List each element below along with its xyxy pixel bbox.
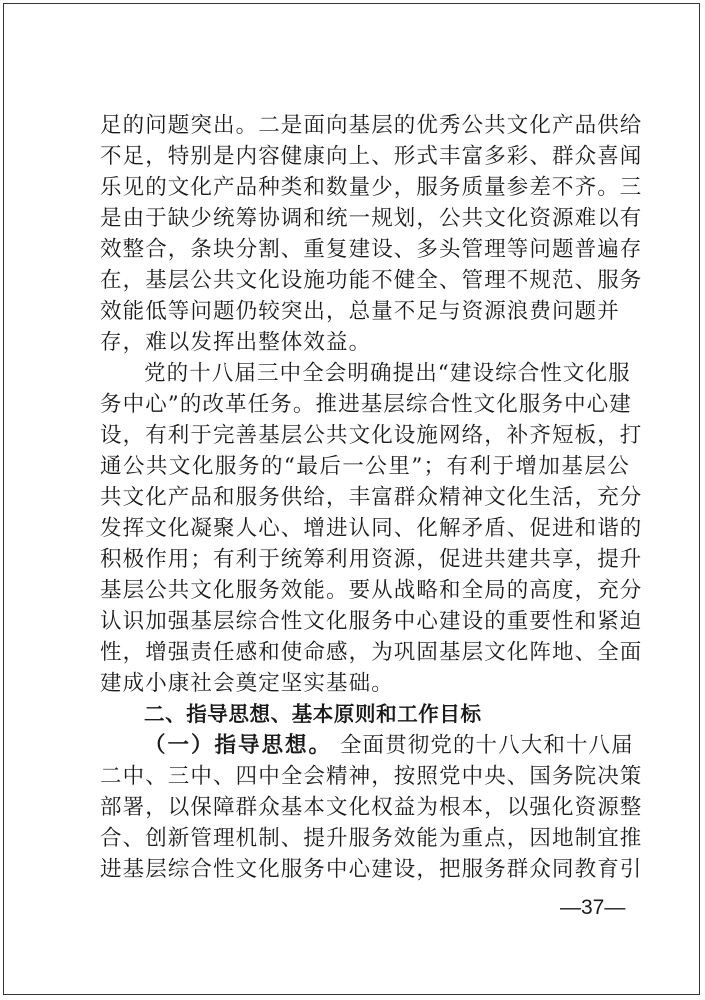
text-line: 是由于缺少统筹协调和统一规划，公共文化资源难以有 bbox=[100, 206, 643, 231]
text-line: 二中、三中、四中全会精神，按照党中央、国务院决策 bbox=[100, 764, 643, 789]
section-heading: 二、指导思想、基本原则和工作目标 bbox=[144, 702, 482, 726]
text-line: 进基层综合性文化服务中心建设，把服务群众同教育引 bbox=[100, 857, 643, 882]
text-line: 效能低等问题仍较突出，总量不足与资源浪费问题并 bbox=[100, 299, 620, 324]
text-line: 发挥文化凝聚人心、增进认同、化解矛盾、促进和谐的 bbox=[100, 516, 643, 541]
text-line: 通公共文化服务的“最后一公里”；有利于增加基层公 bbox=[100, 454, 630, 479]
text-line: 效整合，条块分割、重复建设、多头管理等问题普遍存 bbox=[100, 237, 643, 262]
document-body bbox=[100, 110, 643, 885]
text-line: 存，难以发挥出整体效益。 bbox=[100, 330, 372, 355]
text-line: 乐见的文化产品种类和数量少，服务质量参差不齐。三 bbox=[100, 175, 643, 200]
text-line: 设，有利于完善基层公共文化设施网络，补齐短板，打 bbox=[100, 423, 643, 448]
subsection-line bbox=[100, 730, 634, 761]
subsection-text: 全面贯彻党的十八大和十八届 bbox=[339, 733, 634, 758]
text-line: 足的问题突出。二是面向基层的优秀公共文化产品供给 bbox=[100, 113, 643, 138]
text-line: 合、创新管理机制、提升服务效能为重点，因地制宜推 bbox=[100, 826, 643, 851]
text-line: 积极作用；有利于统筹利用资源，促进共建共享，提升 bbox=[100, 547, 643, 572]
text-line: 认识加强基层综合性文化服务中心建设的重要性和紧迫 bbox=[100, 609, 643, 634]
text-line: 不足，特别是内容健康向上、形式丰富多彩、群众喜闻 bbox=[100, 144, 643, 169]
text-line: 共文化产品和服务供给，丰富群众精神文化生活，充分 bbox=[100, 485, 643, 510]
page-number: —37— bbox=[560, 896, 626, 919]
text-line: 党的十八届三中全会明确提出“建设综合性文化服 bbox=[144, 361, 631, 386]
text-line: 务中心”的改革任务。推进基层综合性文化服务中心建 bbox=[100, 392, 632, 417]
text-line: 基层公共文化服务效能。要从战略和全局的高度，充分 bbox=[100, 578, 643, 603]
subsection-label: （一）指导思想。 bbox=[144, 733, 333, 758]
text-line: 部署，以保障群众基本文化权益为根本，以强化资源整 bbox=[100, 795, 643, 820]
text-line: 性，增强责任感和使命感，为巩固基层文化阵地、全面 bbox=[100, 640, 643, 665]
text-line: 在，基层公共文化设施功能不健全、管理不规范、服务 bbox=[100, 268, 643, 293]
text-line: 建成小康社会奠定坚实基础。 bbox=[100, 671, 394, 696]
